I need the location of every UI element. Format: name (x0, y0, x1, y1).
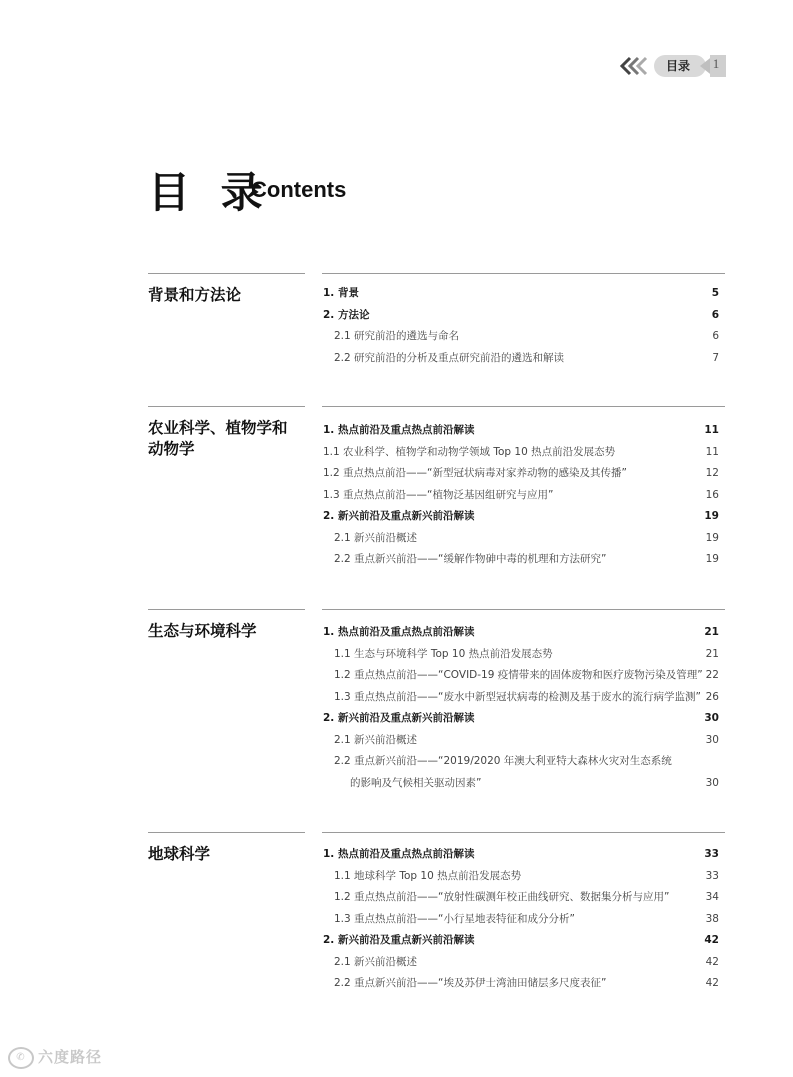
toc-entry[interactable] (322, 549, 719, 571)
toc-entry-text: 1.2 重点热点前沿——“放射性碳测年校正曲线研究、数据集分析与应用” (334, 891, 670, 903)
header-label: 目录 (666, 59, 691, 73)
toc-entry[interactable] (322, 644, 719, 666)
toc-entry[interactable] (322, 442, 719, 464)
toc-entry-text: 1.1 农业科学、植物学和动物学领域 Top 10 热点前沿发展态势 (323, 445, 616, 458)
section-title: 地球科学 (148, 845, 211, 863)
page-title-cn: 目 录 (148, 168, 271, 217)
toc-page: 30 (705, 733, 719, 746)
toc-entry-text: 2. 方法论 (323, 308, 370, 321)
toc-page: 19 (705, 553, 719, 565)
toc-entry-text: 2.1 研究前沿的遴选与命名 (334, 330, 460, 342)
toc-entry-text: 2.1 新兴前沿概述 (334, 733, 418, 746)
toc-entry-text: 2. 新兴前沿及重点新兴前沿解读 (323, 510, 475, 522)
toc-page: 21 (704, 626, 719, 638)
toc-entry[interactable] (322, 528, 719, 550)
toc-entry[interactable] (322, 708, 719, 730)
toc-entry-text: 2.1 新兴前沿概述 (334, 531, 418, 544)
double-chevron-left-icon (618, 56, 650, 76)
toc-list (322, 420, 719, 571)
toc-entry-text: 2.1 新兴前沿概述 (334, 955, 418, 968)
toc-page: 26 (705, 690, 719, 703)
toc-entry-text: 1.1 地球科学 Top 10 热点前沿发展态势 (334, 869, 522, 882)
watermark-logo-icon: ✆ (8, 1047, 34, 1069)
toc-page: 19 (704, 510, 719, 522)
divider (322, 273, 725, 274)
toc-entry-text: 1. 热点前沿及重点热点前沿解读 (323, 848, 475, 860)
section-title: 生态与环境科学 (148, 622, 257, 640)
toc-page: 33 (704, 848, 719, 860)
toc-entry[interactable] (322, 463, 719, 485)
toc-page: 6 (711, 308, 719, 321)
toc-entry-text: 2.2 重点新兴前沿——“缓解作物砷中毒的机理和方法研究” (334, 553, 607, 565)
toc-entry-text: 2. 新兴前沿及重点新兴前沿解读 (323, 712, 475, 724)
toc-page: 16 (705, 488, 719, 501)
toc-entry[interactable] (322, 420, 719, 442)
toc-entry[interactable] (322, 506, 719, 528)
toc-entry-text: 1.1 生态与环境科学 Top 10 热点前沿发展态势 (334, 647, 553, 660)
toc-entry[interactable] (322, 730, 719, 752)
toc-page: 5 (711, 287, 719, 299)
divider (148, 609, 305, 610)
divider (322, 406, 725, 407)
toc-entry-text: 2. 新兴前沿及重点新兴前沿解读 (323, 934, 475, 946)
toc-page: 34 (705, 891, 719, 903)
page-number: 1 (712, 56, 720, 71)
divider (322, 832, 725, 833)
toc-page: 11 (704, 424, 719, 436)
toc-entry-text: 1.3 重点热点前沿——“小行星地表特征和成分分析” (334, 912, 575, 925)
toc-entry[interactable] (322, 866, 719, 888)
toc-entry-text: 的影响及气候相关驱动因素” (350, 776, 482, 789)
toc-entry[interactable] (322, 973, 719, 995)
toc-entry-continued[interactable] (322, 773, 719, 795)
toc-entry-text: 1.3 重点热点前沿——“废水中新型冠状病毒的检测及基于废水的流行病学监测” (334, 690, 701, 703)
toc-entry[interactable] (322, 909, 719, 931)
watermark-text: 六度路径 (38, 1048, 103, 1066)
toc-page: 19 (705, 531, 719, 544)
toc-page: 42 (705, 977, 719, 989)
toc-page: 42 (705, 955, 719, 968)
toc-entry[interactable] (322, 751, 719, 773)
toc-entry-text: 1. 背景 (323, 287, 359, 299)
toc-page: 30 (705, 776, 719, 789)
toc-entry[interactable] (322, 930, 719, 952)
toc-entry-text: 1. 热点前沿及重点热点前沿解读 (323, 424, 475, 436)
toc-page: 7 (712, 351, 719, 364)
toc-page: 22 (705, 669, 719, 681)
divider (322, 609, 725, 610)
toc-entry[interactable] (322, 687, 719, 709)
toc-page: 33 (705, 869, 719, 882)
toc-entry-text: 1.2 重点热点前沿——“新型冠状病毒对家养动物的感染及其传播” (323, 467, 627, 479)
page-title-en: Contents (251, 177, 347, 202)
toc-entry-text: 1.3 重点热点前沿——“植物泛基因组研究与应用” (323, 488, 554, 501)
toc-list (322, 283, 719, 369)
toc-page: 30 (704, 712, 719, 724)
section-title: 背景和方法论 (148, 286, 242, 304)
toc-page: 11 (705, 445, 719, 458)
divider (148, 406, 305, 407)
toc-entry[interactable] (322, 665, 719, 687)
toc-page: 6 (712, 330, 719, 342)
toc-entry[interactable] (322, 283, 719, 305)
header-tag (618, 54, 728, 78)
toc-entry-text: 1.2 重点热点前沿——“COVID-19 疫情带来的固体废物和医疗废物污染及管理” (334, 669, 703, 681)
toc-page: 42 (704, 934, 719, 946)
divider (148, 273, 305, 274)
toc-entry[interactable] (322, 622, 719, 644)
toc-list (322, 622, 719, 794)
toc-page: 38 (705, 912, 719, 925)
toc-entry[interactable] (322, 305, 719, 327)
toc-entry-text: 2.2 重点新兴前沿——“2019/2020 年澳大利亚特大森林火灾对生态系统 (334, 755, 672, 767)
toc-entry-text: 1. 热点前沿及重点热点前沿解读 (323, 626, 475, 638)
divider (148, 832, 305, 833)
toc-entry-text: 2.2 重点新兴前沿——“埃及苏伊士湾油田储层多尺度表征” (334, 977, 607, 989)
watermark (8, 1046, 102, 1069)
toc-page: 12 (705, 467, 719, 479)
toc-entry[interactable] (322, 326, 719, 348)
toc-entry[interactable] (322, 952, 719, 974)
toc-entry[interactable] (322, 485, 719, 507)
header-tab (648, 54, 726, 78)
toc-entry[interactable] (322, 844, 719, 866)
toc-entry[interactable] (322, 348, 719, 370)
page-title (148, 160, 347, 220)
toc-entry-text: 2.2 研究前沿的分析及重点研究前沿的遴选和解读 (334, 351, 565, 364)
toc-page: 21 (705, 647, 719, 660)
toc-list (322, 844, 719, 995)
section-title: 农业科学、植物学和动物学 (148, 419, 288, 458)
toc-entry[interactable] (322, 887, 719, 909)
